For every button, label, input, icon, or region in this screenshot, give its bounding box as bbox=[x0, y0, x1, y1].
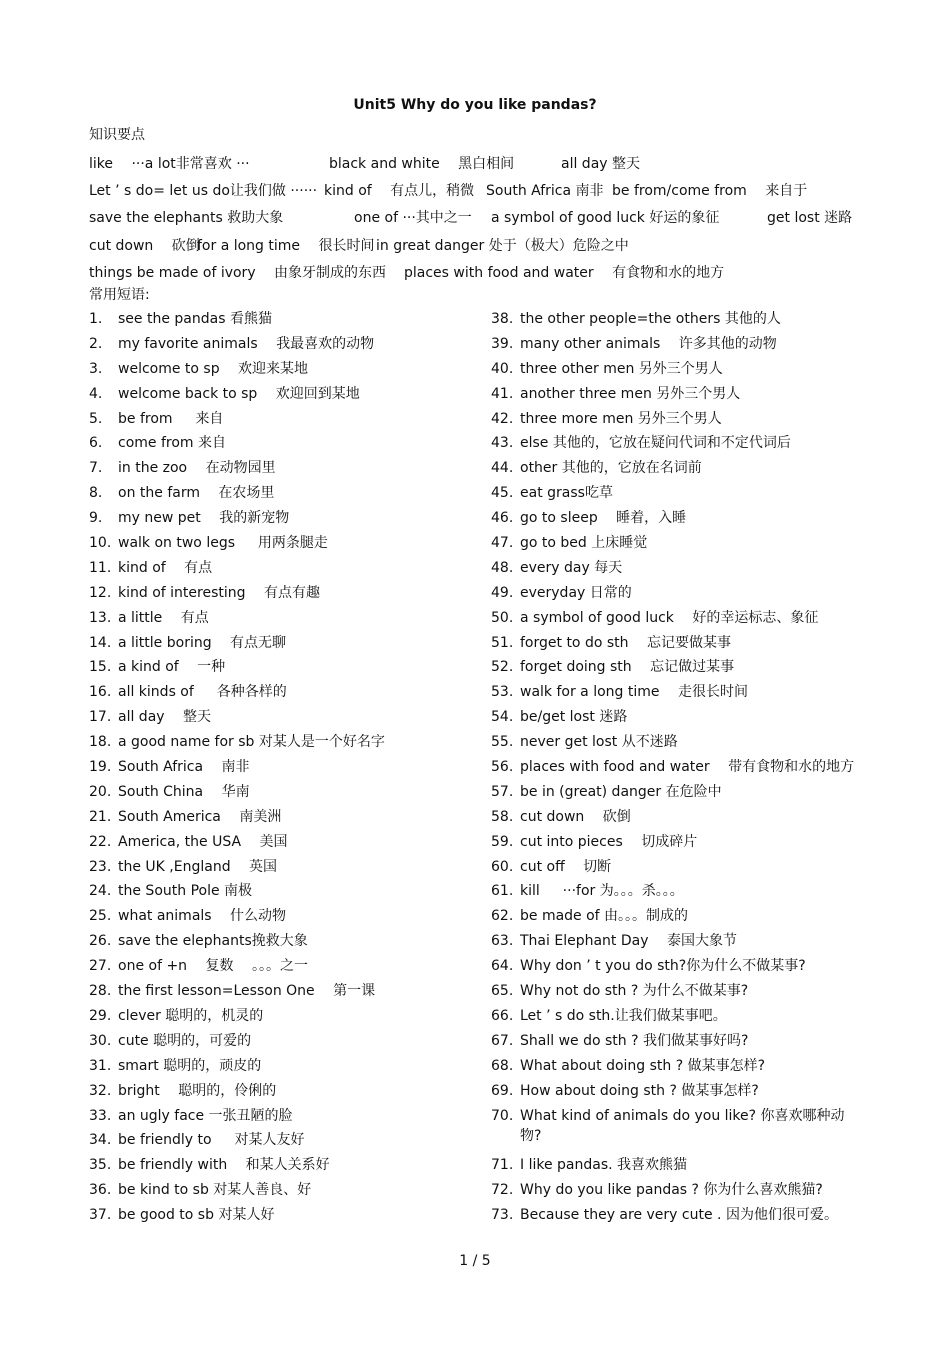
item-number: 31. bbox=[89, 1057, 112, 1074]
item-text: else 其他的，它放在疑问代词和不定代词后 bbox=[520, 435, 791, 452]
list-item bbox=[89, 633, 479, 658]
item-text: Let ’ s do sth.让我们做某事吧。 bbox=[520, 1007, 727, 1024]
item-text: kind of interesting 有点有趣 bbox=[118, 584, 320, 601]
item-text: a good name for sb 对某人是一个好名字 bbox=[118, 734, 385, 751]
item-text: the UK ,England 英国 bbox=[118, 858, 278, 875]
list-item bbox=[491, 857, 861, 882]
list-item bbox=[491, 832, 861, 857]
item-text: a little boring 有点无聊 bbox=[118, 634, 287, 651]
item-number: 32. bbox=[89, 1082, 112, 1099]
item-number: 63. bbox=[491, 933, 514, 950]
list-item bbox=[491, 433, 861, 458]
item-number: 41. bbox=[491, 385, 514, 402]
item-number: 2. bbox=[89, 335, 103, 352]
list-item bbox=[89, 483, 479, 508]
list-item bbox=[89, 1155, 479, 1180]
knowledge-phrase: like ···a lot非常喜欢 ··· bbox=[89, 156, 250, 172]
list-item bbox=[491, 583, 861, 608]
item-number: 38. bbox=[491, 311, 514, 327]
list-item bbox=[491, 757, 861, 782]
item-number: 17. bbox=[89, 709, 112, 726]
list-item bbox=[89, 657, 479, 682]
list-item bbox=[89, 682, 479, 707]
list-item bbox=[89, 1056, 479, 1081]
item-text: my favorite animals 我最喜欢的动物 bbox=[118, 335, 375, 352]
item-text: be friendly with 和某人关系好 bbox=[118, 1157, 330, 1174]
item-number: 70. bbox=[491, 1107, 514, 1124]
item-text: Thai Elephant Day 泰国大象节 bbox=[520, 933, 737, 950]
list-item bbox=[89, 309, 479, 334]
item-number: 36. bbox=[89, 1182, 112, 1199]
item-number: 61. bbox=[491, 883, 514, 900]
list-item bbox=[491, 956, 861, 981]
item-number: 24. bbox=[89, 883, 112, 900]
phrase-list-right bbox=[491, 309, 861, 1230]
item-text: be kind to sb 对某人善良、好 bbox=[118, 1182, 312, 1199]
item-number: 40. bbox=[491, 360, 514, 377]
list-item bbox=[89, 1205, 479, 1230]
list-item bbox=[491, 1106, 861, 1156]
item-text: be/get lost 迷路 bbox=[520, 709, 628, 726]
item-text: I like pandas. 我喜欢熊猫 bbox=[520, 1157, 688, 1174]
list-item bbox=[491, 807, 861, 832]
item-number: 27. bbox=[89, 958, 112, 975]
item-number: 73. bbox=[491, 1207, 514, 1224]
item-number: 52. bbox=[491, 659, 514, 676]
list-item bbox=[491, 1205, 861, 1230]
item-text: see the pandas 看熊猫 bbox=[118, 311, 272, 327]
item-text: a kind of 一种 bbox=[118, 659, 226, 676]
item-number: 64. bbox=[491, 958, 514, 975]
list-item bbox=[491, 782, 861, 807]
list-item bbox=[491, 1031, 861, 1056]
list-item bbox=[89, 409, 479, 434]
item-text: in the zoo 在动物园里 bbox=[118, 460, 276, 477]
list-item bbox=[491, 359, 861, 384]
item-text: all kinds of 各种各样的 bbox=[118, 684, 287, 701]
list-item bbox=[89, 1106, 479, 1131]
item-text: forget doing sth 忘记做过某事 bbox=[520, 659, 735, 676]
knowledge-phrase: places with food and water 有食物和水的地方 bbox=[404, 265, 725, 281]
list-item bbox=[491, 508, 861, 533]
item-number: 65. bbox=[491, 983, 514, 1000]
knowledge-phrase: Let ’ s do= let us do让我们做 ······ bbox=[89, 183, 318, 199]
item-text: save the elephants挽救大象 bbox=[118, 933, 308, 950]
item-text: South Africa 南非 bbox=[118, 759, 250, 776]
item-text: Why not do sth ? 为什么不做某事? bbox=[520, 983, 749, 1000]
list-item bbox=[491, 309, 861, 334]
item-text: forget to do sth 忘记要做某事 bbox=[520, 634, 731, 651]
list-item bbox=[89, 981, 479, 1006]
item-text: bright 聪明的，伶俐的 bbox=[118, 1082, 277, 1099]
list-item bbox=[89, 832, 479, 857]
item-number: 43. bbox=[491, 435, 514, 452]
item-text: another three men 另外三个男人 bbox=[520, 385, 741, 402]
item-number: 69. bbox=[491, 1082, 514, 1099]
knowledge-phrase: all day 整天 bbox=[561, 156, 641, 172]
list-item bbox=[89, 334, 479, 359]
item-number: 50. bbox=[491, 609, 514, 626]
knowledge-phrase: one of ···其中之一 bbox=[354, 210, 472, 226]
item-text: kind of 有点 bbox=[118, 559, 213, 576]
list-item bbox=[491, 1081, 861, 1106]
item-number: 44. bbox=[491, 460, 514, 477]
item-number: 19. bbox=[89, 759, 112, 776]
item-text: an ugly face 一张丑陋的脸 bbox=[118, 1107, 293, 1124]
item-number: 4. bbox=[89, 385, 103, 402]
item-text: everyday 日常的 bbox=[520, 584, 632, 601]
item-text: places with food and water 带有食物和水的地方 bbox=[520, 759, 855, 776]
item-number: 15. bbox=[89, 659, 112, 676]
list-item bbox=[89, 608, 479, 633]
list-item bbox=[491, 1180, 861, 1205]
item-number: 59. bbox=[491, 833, 514, 850]
list-item bbox=[89, 508, 479, 533]
list-item bbox=[89, 931, 479, 956]
item-text: South America 南美洲 bbox=[118, 808, 282, 825]
item-text: welcome to sp 欢迎来某地 bbox=[118, 360, 309, 377]
item-text: all day 整天 bbox=[118, 709, 212, 726]
item-text: the South Pole 南极 bbox=[118, 883, 253, 900]
list-item bbox=[491, 732, 861, 757]
item-number: 16. bbox=[89, 684, 112, 701]
list-item bbox=[491, 384, 861, 409]
item-number: 55. bbox=[491, 734, 514, 751]
knowledge-phrase: South Africa 南非 bbox=[486, 183, 604, 199]
item-number: 71. bbox=[491, 1157, 514, 1174]
item-number: 13. bbox=[89, 609, 112, 626]
item-number: 39. bbox=[491, 335, 514, 352]
item-number: 60. bbox=[491, 858, 514, 875]
list-item bbox=[89, 458, 479, 483]
item-number: 67. bbox=[491, 1032, 514, 1049]
item-number: 8. bbox=[89, 485, 103, 502]
list-item bbox=[491, 657, 861, 682]
list-item bbox=[89, 558, 479, 583]
item-number: 68. bbox=[491, 1057, 514, 1074]
list-item bbox=[491, 1056, 861, 1081]
item-number: 29. bbox=[89, 1007, 112, 1024]
item-text: many other animals 许多其他的动物 bbox=[520, 335, 777, 352]
item-number: 62. bbox=[491, 908, 514, 925]
item-number: 23. bbox=[89, 858, 112, 875]
list-item bbox=[491, 1006, 861, 1031]
item-number: 10. bbox=[89, 535, 112, 552]
page-number: 1 / 5 bbox=[459, 1253, 491, 1269]
list-item bbox=[491, 558, 861, 583]
item-text: clever 聪明的，机灵的 bbox=[118, 1007, 264, 1024]
item-text: cut off 切断 bbox=[520, 858, 612, 875]
item-text: never get lost 从不迷路 bbox=[520, 734, 678, 751]
list-item bbox=[89, 1180, 479, 1205]
list-item bbox=[89, 906, 479, 931]
list-item bbox=[89, 881, 479, 906]
item-number: 48. bbox=[491, 559, 514, 576]
item-number: 58. bbox=[491, 808, 514, 825]
item-number: 6. bbox=[89, 435, 103, 452]
item-text: Why do you like pandas ? 你为什么喜欢熊猫? bbox=[520, 1182, 823, 1199]
list-item bbox=[89, 433, 479, 458]
item-number: 26. bbox=[89, 933, 112, 950]
list-item bbox=[89, 782, 479, 807]
list-item bbox=[491, 881, 861, 906]
knowledge-phrase: save the elephants 救助大象 bbox=[89, 210, 284, 226]
item-text: three more men 另外三个男人 bbox=[520, 410, 722, 427]
item-text: South China 华南 bbox=[118, 783, 250, 800]
knowledge-phrase: get lost 迷路 bbox=[767, 210, 853, 226]
item-text: What about doing sth ? 做某事怎样? bbox=[520, 1057, 766, 1074]
list-item bbox=[89, 1130, 479, 1155]
knowledge-phrase: things be made of ivory 由象牙制成的东西 bbox=[89, 265, 387, 281]
item-text: America, the USA 美国 bbox=[118, 833, 288, 850]
item-number: 72. bbox=[491, 1182, 514, 1199]
item-text: cut down 砍倒 bbox=[520, 808, 631, 825]
item-number: 14. bbox=[89, 634, 112, 651]
item-text: go to bed 上床睡觉 bbox=[520, 535, 648, 552]
item-text: every day 每天 bbox=[520, 559, 623, 576]
knowledge-phrase: black and white 黑白相间 bbox=[329, 156, 515, 172]
item-text: come from 来自 bbox=[118, 435, 226, 452]
item-number: 56. bbox=[491, 759, 514, 776]
list-item bbox=[491, 931, 861, 956]
list-item bbox=[491, 633, 861, 658]
item-text: be good to sb 对某人好 bbox=[118, 1207, 275, 1224]
list-item bbox=[491, 458, 861, 483]
item-number: 34. bbox=[89, 1132, 112, 1149]
item-number: 18. bbox=[89, 734, 112, 751]
item-number: 3. bbox=[89, 360, 103, 377]
item-number: 20. bbox=[89, 783, 112, 800]
item-text: be in (great) danger 在危险中 bbox=[520, 783, 722, 800]
item-number: 33. bbox=[89, 1107, 112, 1124]
list-item bbox=[89, 1006, 479, 1031]
item-number: 66. bbox=[491, 1007, 514, 1024]
item-text: smart 聪明的，顽皮的 bbox=[118, 1057, 262, 1074]
item-text: be made of 由。。。制成的 bbox=[520, 908, 689, 925]
item-number: 25. bbox=[89, 908, 112, 925]
knowledge-phrase: be from/come from 来自于 bbox=[612, 183, 808, 199]
item-number: 21. bbox=[89, 808, 112, 825]
item-number: 30. bbox=[89, 1032, 112, 1049]
section-heading-phrases: 常用短语: bbox=[89, 287, 150, 303]
item-text: three other men 另外三个男人 bbox=[520, 360, 723, 377]
item-number: 22. bbox=[89, 833, 112, 850]
item-number: 12. bbox=[89, 584, 112, 601]
list-item bbox=[89, 359, 479, 384]
list-item bbox=[491, 906, 861, 931]
item-text: Why don ’ t you do sth?你为什么不做某事? bbox=[520, 958, 806, 975]
list-item bbox=[89, 384, 479, 409]
item-number: 57. bbox=[491, 783, 514, 800]
item-text: on the farm 在农场里 bbox=[118, 485, 275, 502]
item-text: walk on two legs 用两条腿走 bbox=[118, 535, 328, 552]
item-text: go to sleep 睡着，入睡 bbox=[520, 510, 687, 527]
item-text: Because they are very cute . 因为他们很可爱。 bbox=[520, 1207, 838, 1224]
list-item bbox=[89, 1081, 479, 1106]
list-item bbox=[89, 757, 479, 782]
item-number: 46. bbox=[491, 510, 514, 527]
phrase-list-left bbox=[89, 309, 479, 1230]
knowledge-phrase: a symbol of good luck 好运的象征 bbox=[491, 210, 720, 226]
section-heading-knowledge: 知识要点 bbox=[89, 127, 145, 143]
list-item bbox=[491, 682, 861, 707]
list-item bbox=[89, 807, 479, 832]
item-number: 37. bbox=[89, 1207, 112, 1224]
item-number: 9. bbox=[89, 510, 103, 527]
item-text: a symbol of good luck 好的幸运标志、象征 bbox=[520, 609, 819, 626]
list-item bbox=[491, 409, 861, 434]
item-number: 54. bbox=[491, 709, 514, 726]
item-text: cut into pieces 切成碎片 bbox=[520, 833, 698, 850]
item-text: cute 聪明的，可爱的 bbox=[118, 1032, 252, 1049]
list-item bbox=[491, 334, 861, 359]
list-item bbox=[89, 533, 479, 558]
item-number: 5. bbox=[89, 410, 103, 427]
knowledge-phrase: cut down 砍倒 bbox=[89, 238, 200, 254]
list-item bbox=[491, 533, 861, 558]
list-item bbox=[89, 583, 479, 608]
item-number: 28. bbox=[89, 983, 112, 1000]
item-number: 35. bbox=[89, 1157, 112, 1174]
list-item bbox=[89, 956, 479, 981]
item-text: How about doing sth ? 做某事怎样? bbox=[520, 1082, 759, 1099]
item-text: kill ···for 为。。。杀。。。 bbox=[520, 883, 684, 900]
item-text: eat grass吃草 bbox=[520, 485, 613, 502]
item-text: Shall we do sth ? 我们做某事好吗? bbox=[520, 1032, 749, 1049]
knowledge-phrase: kind of 有点儿，稍微 bbox=[324, 183, 475, 199]
item-text: What kind of animals do you like? 你喜欢哪种动物? bbox=[520, 1107, 845, 1144]
item-number: 45. bbox=[491, 485, 514, 502]
item-number: 1. bbox=[89, 311, 103, 327]
item-number: 53. bbox=[491, 684, 514, 701]
item-text: welcome back to sp 欢迎回到某地 bbox=[118, 385, 360, 402]
list-item bbox=[491, 1155, 861, 1180]
item-text: what animals 什么动物 bbox=[118, 908, 287, 925]
item-number: 7. bbox=[89, 460, 103, 477]
list-item bbox=[89, 1031, 479, 1056]
list-item bbox=[89, 707, 479, 732]
list-item bbox=[491, 483, 861, 508]
knowledge-phrase: for a long time 很长时间 bbox=[197, 238, 375, 254]
item-number: 51. bbox=[491, 634, 514, 651]
item-number: 49. bbox=[491, 584, 514, 601]
item-text: other 其他的，它放在名词前 bbox=[520, 460, 702, 477]
item-number: 47. bbox=[491, 535, 514, 552]
list-item bbox=[89, 732, 479, 757]
item-text: the other people=the others 其他的人 bbox=[520, 311, 781, 327]
page-title: Unit5 Why do you like pandas? bbox=[353, 97, 597, 113]
item-number: 42. bbox=[491, 410, 514, 427]
knowledge-phrase: in great danger 处于（极大）危险之中 bbox=[376, 238, 629, 254]
item-number: 11. bbox=[89, 559, 112, 576]
item-text: the first lesson=Lesson One 第一课 bbox=[118, 983, 376, 1000]
list-item bbox=[491, 707, 861, 732]
list-item bbox=[491, 981, 861, 1006]
item-text: walk for a long time 走很长时间 bbox=[520, 684, 748, 701]
item-text: a little 有点 bbox=[118, 609, 209, 626]
item-text: my new pet 我的新宠物 bbox=[118, 510, 290, 527]
item-text: one of +n 复数 。。。之一 bbox=[118, 958, 308, 975]
list-item bbox=[89, 857, 479, 882]
list-item bbox=[491, 608, 861, 633]
item-text: be friendly to 对某人友好 bbox=[118, 1132, 305, 1149]
item-text: be from 来自 bbox=[118, 410, 224, 427]
